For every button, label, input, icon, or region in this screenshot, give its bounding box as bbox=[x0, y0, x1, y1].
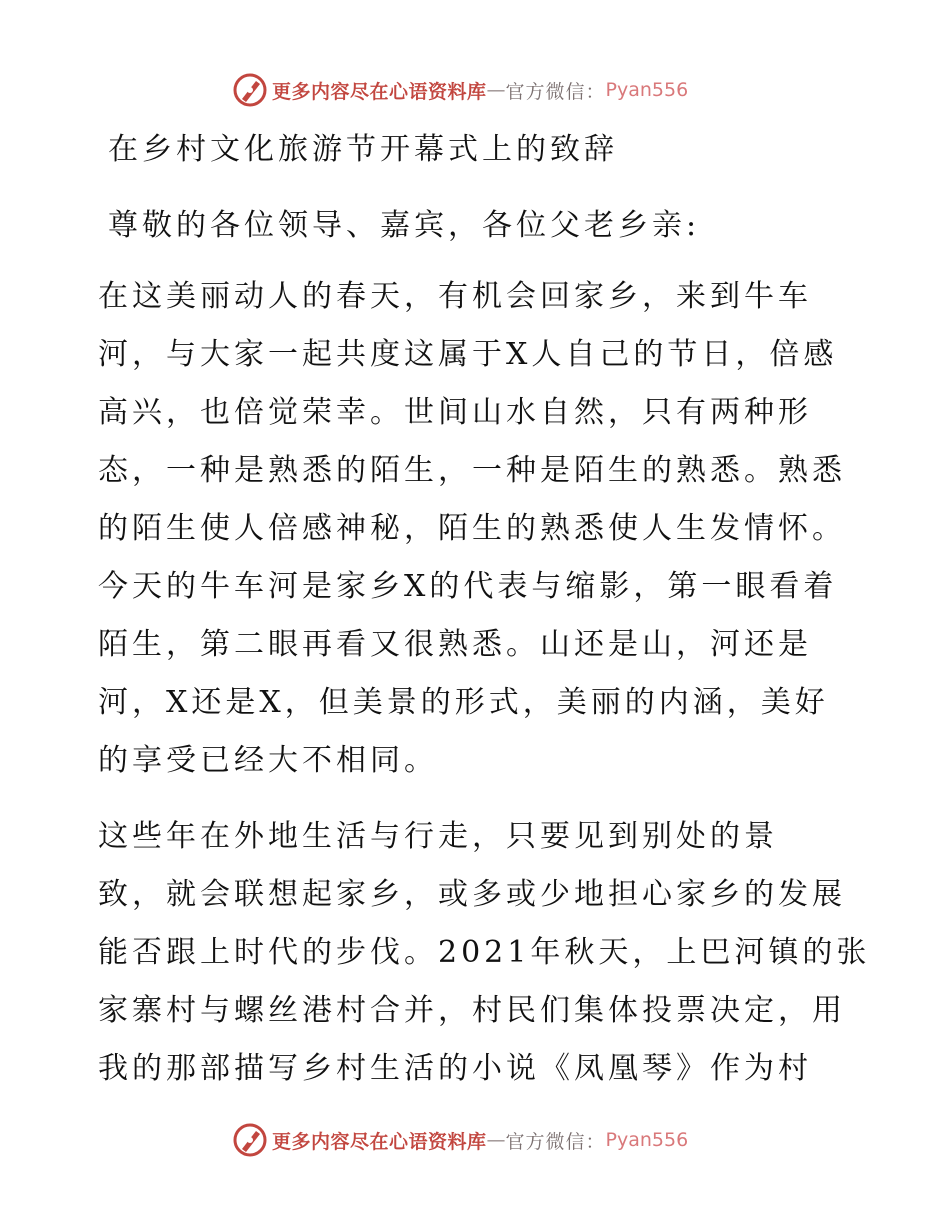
salutation: 尊敬的各位领导、嘉宾，各位父老乡亲: bbox=[108, 208, 701, 243]
text-line: 这些年在外地生活与行走，只要见到别处的景 bbox=[98, 819, 778, 854]
text-line: 陌生，第二眼再看又很熟悉。山还是山，河还是 bbox=[98, 627, 812, 662]
text-line: 河，与大家一起共度这属于X人自己的节日，倍感 bbox=[98, 337, 838, 372]
banner-official-label: 官方微信： bbox=[505, 80, 606, 103]
text-line: 我的那部描写乡村生活的小说《凤凰琴》作为村 bbox=[98, 1051, 812, 1086]
text-line: 今天的牛车河是家乡X的代表与缩影，第一眼看着 bbox=[98, 569, 838, 604]
banner-dash: — bbox=[486, 79, 506, 101]
text-line: 河，X还是X，但美景的形式，美丽的内涵，美好 bbox=[98, 685, 829, 720]
banner-dash: — bbox=[486, 1129, 506, 1151]
banner-official-label: 官方微信： bbox=[505, 1130, 606, 1153]
text-line: 能否跟上时代的步伐。2021年秋天，上巴河镇的张 bbox=[98, 935, 871, 970]
pen-logo-icon bbox=[232, 1122, 268, 1158]
header-watermark-banner bbox=[232, 70, 688, 110]
banner-wechat-id: Pyan556 bbox=[605, 79, 689, 101]
paragraph-2 bbox=[98, 808, 878, 1098]
text-line: 的陌生使人倍感神秘，陌生的熟悉使人生发情怀。 bbox=[98, 511, 846, 546]
text-line: 高兴，也倍觉荣幸。世间山水自然，只有两种形 bbox=[98, 395, 812, 430]
text-line: 致，就会联想起家乡，或多或少地担心家乡的发展 bbox=[98, 877, 846, 912]
document-title: 在乡村文化旅游节开幕式上的致辞 bbox=[108, 132, 618, 167]
banner-main-text: 更多内容尽在心语资料库 bbox=[272, 80, 487, 103]
text-line: 家寨村与螺丝港村合并，村民们集体投票决定，用 bbox=[98, 993, 846, 1028]
pen-logo-icon bbox=[232, 72, 268, 108]
text-line: 的享受已经大不相同。 bbox=[98, 743, 438, 778]
footer-watermark-banner bbox=[232, 1120, 688, 1160]
text-line: 态，一种是熟悉的陌生，一种是陌生的熟悉。熟悉 bbox=[98, 453, 846, 488]
banner-main-text: 更多内容尽在心语资料库 bbox=[272, 1130, 487, 1153]
paragraph-1 bbox=[98, 268, 878, 790]
text-line: 在这美丽动人的春天，有机会回家乡，来到牛车 bbox=[98, 279, 812, 314]
banner-wechat-id: Pyan556 bbox=[605, 1129, 689, 1151]
